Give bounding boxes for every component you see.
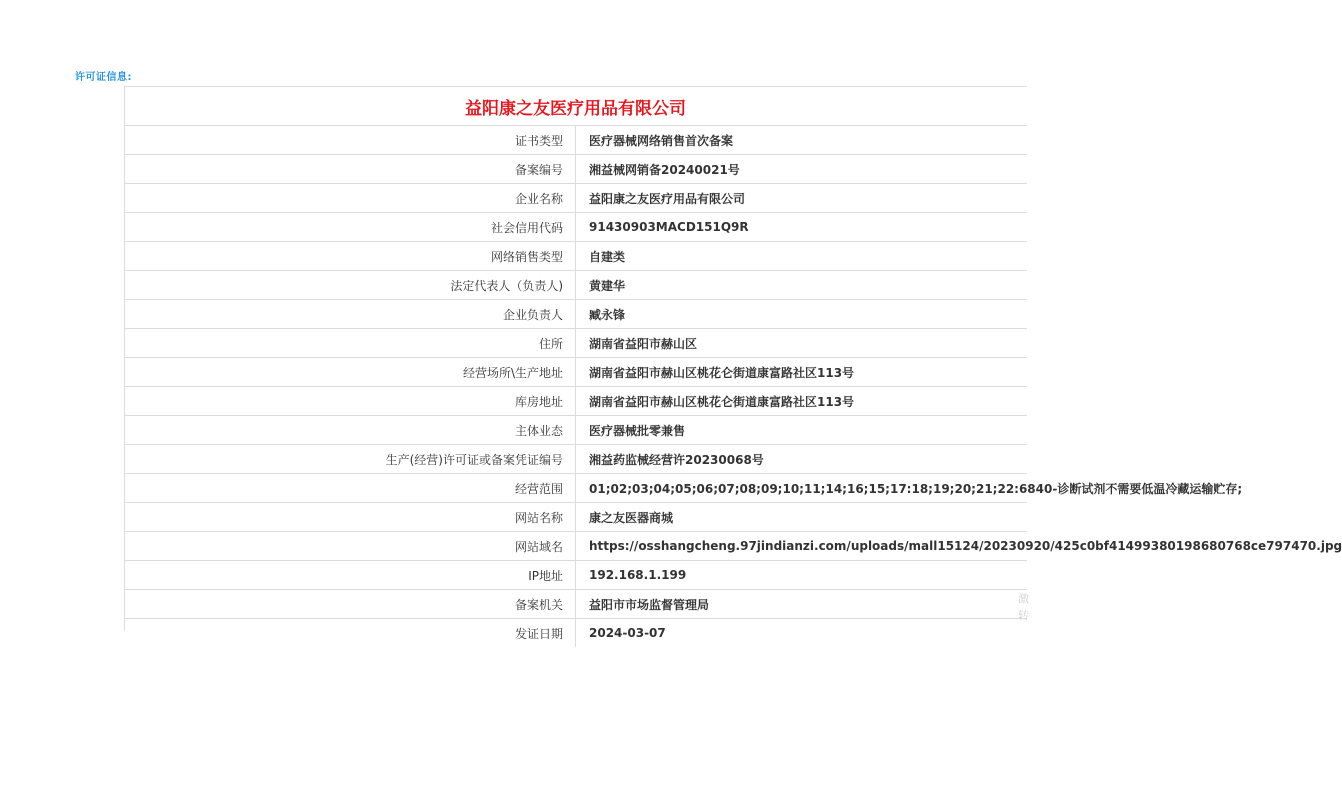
row-label: 经营场所\生产地址	[124, 358, 576, 387]
watermark-line-1: 激	[1018, 592, 1029, 605]
table-row	[124, 416, 1027, 445]
row-value: 医疗器械网络销售首次备案	[576, 126, 1028, 155]
table-row	[124, 126, 1027, 155]
table-row	[124, 503, 1027, 532]
row-label: IP地址	[124, 561, 576, 590]
company-title: 益阳康之友医疗用品有限公司	[124, 87, 1027, 126]
table-row	[124, 271, 1027, 300]
section-label: 许可证信息:	[75, 72, 132, 83]
row-value: 湖南省益阳市赫山区桃花仑街道康富路社区113号	[576, 387, 1028, 416]
row-label: 备案编号	[124, 155, 576, 184]
row-value: 湖南省益阳市赫山区桃花仑街道康富路社区113号	[576, 358, 1028, 387]
row-value: 益阳市市场监督管理局	[576, 590, 1028, 619]
table-row	[124, 184, 1027, 213]
table-row	[124, 619, 1027, 648]
row-label: 网络销售类型	[124, 242, 576, 271]
table-row	[124, 155, 1027, 184]
license-table	[124, 86, 1342, 647]
watermark-line-2: 转	[1018, 609, 1029, 622]
row-label: 企业负责人	[124, 300, 576, 329]
row-value: 黄建华	[576, 271, 1028, 300]
row-label: 住所	[124, 329, 576, 358]
table-row	[124, 300, 1027, 329]
row-value: 自建类	[576, 242, 1028, 271]
row-label: 发证日期	[124, 619, 576, 648]
row-label: 经营范围	[124, 474, 576, 503]
row-value: 91430903MACD151Q9R	[576, 213, 1028, 242]
row-value: 臧永锋	[576, 300, 1028, 329]
row-value: 2024-03-07	[576, 619, 1028, 648]
row-label: 证书类型	[124, 126, 576, 155]
row-label: 主体业态	[124, 416, 576, 445]
row-label: 备案机关	[124, 590, 576, 619]
table-row	[124, 358, 1027, 387]
table-row	[124, 242, 1027, 271]
row-label: 企业名称	[124, 184, 576, 213]
row-label: 法定代表人（负责人)	[124, 271, 576, 300]
row-label: 社会信用代码	[124, 213, 576, 242]
row-value: 益阳康之友医疗用品有限公司	[576, 184, 1028, 213]
table-row	[124, 590, 1027, 619]
table-row	[124, 445, 1027, 474]
table-row	[124, 561, 1027, 590]
row-value: 医疗器械批零兼售	[576, 416, 1028, 445]
activation-watermark	[1018, 590, 1028, 624]
row-label: 网站名称	[124, 503, 576, 532]
license-table-container	[124, 86, 1342, 641]
row-value: 湘益药监械经营许20230068号	[576, 445, 1028, 474]
title-row	[124, 87, 1027, 126]
row-value: 康之友医器商城	[576, 503, 1028, 532]
table-row	[124, 387, 1027, 416]
row-value: 湘益械网销备20240021号	[576, 155, 1028, 184]
row-label: 生产(经营)许可证或备案凭证编号	[124, 445, 576, 474]
row-value: https://osshangcheng.97jindianzi.com/uploads/mall15124/20230920/425c0bf41499380198680768ce797470.jpg	[576, 532, 1028, 561]
row-value: 192.168.1.199	[576, 561, 1028, 590]
row-label: 库房地址	[124, 387, 576, 416]
row-value: 01;02;03;04;05;06;07;08;09;10;11;14;16;15;17:18;19;20;21;22:6840-诊断试剂不需要低温冷藏运输贮存;	[576, 474, 1028, 503]
row-label: 网站域名	[124, 532, 576, 561]
table-row	[124, 329, 1027, 358]
table-row	[124, 474, 1027, 503]
table-row	[124, 532, 1027, 561]
table-row	[124, 213, 1027, 242]
row-value: 湖南省益阳市赫山区	[576, 329, 1028, 358]
